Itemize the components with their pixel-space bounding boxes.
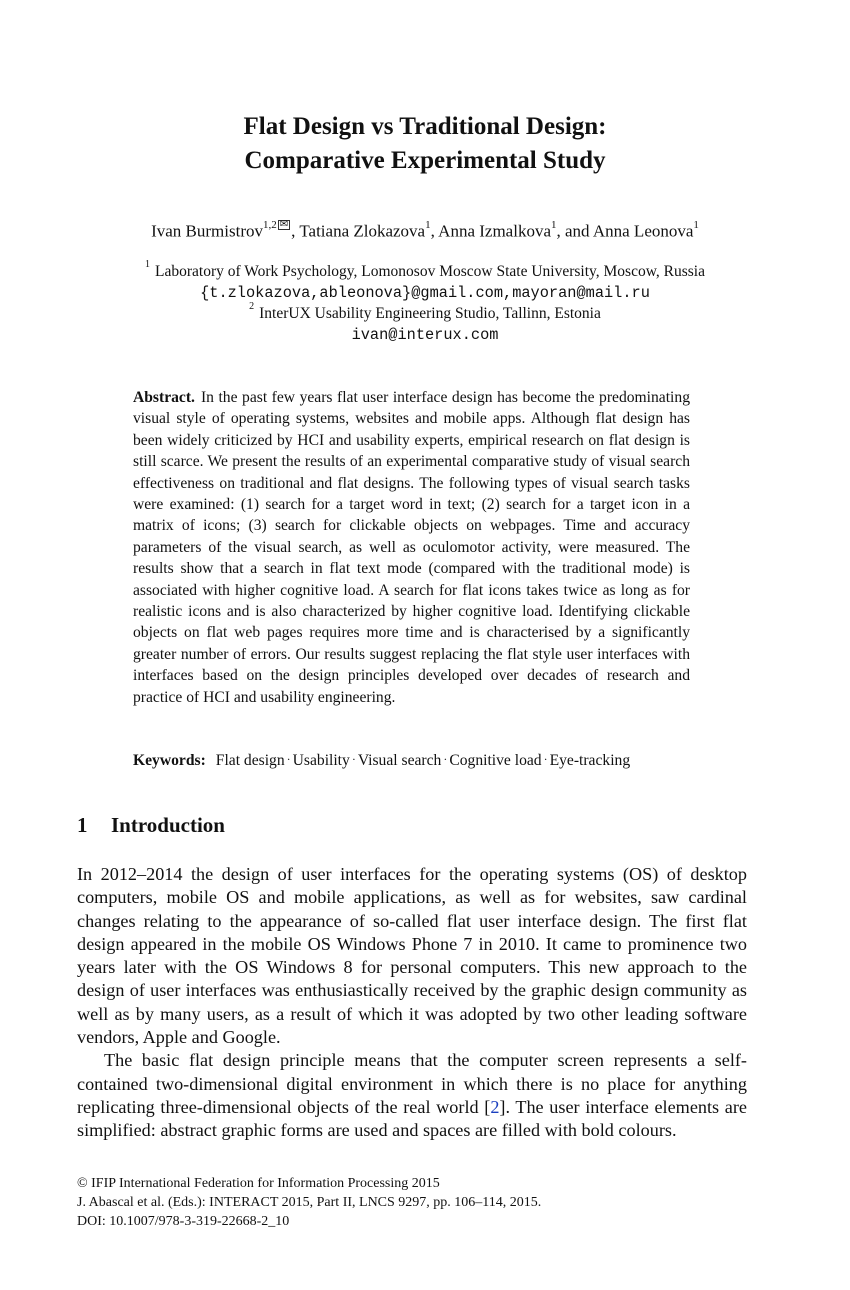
affiliation-number: 1 — [145, 259, 151, 270]
author-affiliation-mark: 1 — [425, 219, 431, 231]
abstract — [133, 387, 690, 708]
keyword: Flat design — [215, 752, 285, 769]
paragraph: In 2012–2014 the design of user interfaces for the operating systems (OS) of desktop computers, mobile OS and mobile applications, as well as for websites, saw cardinal changes relating to the appearance of so-called flat user interface design. The first flat design appeared in the mobile OS Windows Phone 7 in 2010. It came to prominence two years later with the OS Windows 8 for personal computers. This new approach to the design of user interfaces was enthusiastically received by the graphic design community as well as by many users, as a result of which it was adopted by two other leading software vendors, Apple and Google. — [77, 864, 747, 1048]
author-affiliation-mark: 1 — [551, 219, 557, 231]
keyword-separator: · — [351, 752, 356, 766]
keywords-label: Keywords: — [133, 752, 206, 769]
keyword: Cognitive load — [449, 752, 542, 769]
affiliation-1-email[interactable]: {t.zlokazova,ableonova}@gmail.com,mayoran@mail.ru — [200, 284, 650, 302]
abstract-text: In the past few years flat user interface design has become the predominating visual style of operating systems, websites and mobile apps. Although flat design has been widely criticized by HCI and usability experts, empirical research on flat design is still scarce. We present the results of an experimental comparative study of visual search effectiveness on traditional and flat designs. The following types of visual search tasks were examined: (1) search for a target word in text; (2) search for a target icon in a matrix of icons; (3) search for clickable objects on webpages. Time and accuracy parameters of the visual search, as well as oculomotor activity, were measured. The results show that a search in flat text mode (compared with the traditional mode) is associated with higher cognitive load. A search for flat icons takes twice as long as for realistic icons and is also characterized by higher cognitive load. Identifying clickable objects on flat web pages requires more time and is characterised by a significantly greater number of errors. Our results suggest replacing the flat style user interfaces with interfaces based on the design principles developed over decades of research and practice of HCI and usability engineering. — [133, 389, 690, 706]
citation-link[interactable]: 2 — [490, 1096, 500, 1117]
author-name: , Tatiana Zlokazova — [291, 221, 426, 241]
keywords — [133, 752, 753, 770]
envelope-icon[interactable]: ✉ — [279, 219, 289, 230]
affiliation-2 — [0, 301, 850, 323]
author-affiliation-mark: 1 — [693, 219, 699, 231]
copyright-footer — [77, 1174, 541, 1231]
section-number: 1 — [77, 813, 88, 837]
author-name: , Anna Izmalkova — [430, 221, 551, 241]
paragraph: The basic flat design principle means that the computer screen represents a self-contained two-dimensional digital environment in which there is no place for anything replicating three-dimensional objects of the real world [2]. The user interface elements are simplified: abstract graphic forms are used and spaces are filled with bold colours. — [77, 1050, 747, 1141]
paper-title — [0, 110, 850, 178]
affiliation-1 — [0, 259, 850, 281]
section-heading — [77, 813, 225, 838]
author-name: Ivan Burmistrov — [151, 221, 263, 241]
affiliation-text: InterUX Usability Engineering Studio, Tallinn, Estonia — [259, 305, 601, 323]
affiliation-number: 2 — [249, 301, 255, 312]
author-affiliation-mark: 1,2 ✉ — [263, 219, 289, 231]
affiliation-2-email[interactable]: ivan@interux.com — [351, 326, 499, 344]
footer-citation: J. Abascal et al. (Eds.): INTERACT 2015, Part II, LNCS 9297, pp. 106–114, 2015. — [77, 1195, 542, 1210]
keyword: Usability — [292, 752, 350, 769]
title-line-1: Flat Design vs Traditional Design: — [243, 113, 607, 140]
keyword-separator: · — [543, 752, 548, 766]
abstract-label: Abstract. — [133, 389, 195, 406]
footer-doi: DOI: 10.1007/978-3-319-22668-2_10 — [77, 1214, 290, 1229]
body-text — [77, 863, 747, 1143]
author-list — [0, 221, 850, 242]
keyword: Visual search — [357, 752, 442, 769]
section-title: Introduction — [111, 813, 225, 837]
keyword-separator: · — [443, 752, 448, 766]
title-line-2: Comparative Experimental Study — [244, 147, 606, 174]
keyword-separator: · — [286, 752, 291, 766]
footer-copyright: © IFIP International Federation for Information Processing 2015 — [77, 1176, 440, 1191]
affiliation-text: Laboratory of Work Psychology, Lomonosov Moscow State University, Moscow, Russia — [155, 263, 705, 281]
keyword: Eye-tracking — [549, 752, 631, 769]
author-name: , and Anna Leonova — [556, 221, 694, 241]
